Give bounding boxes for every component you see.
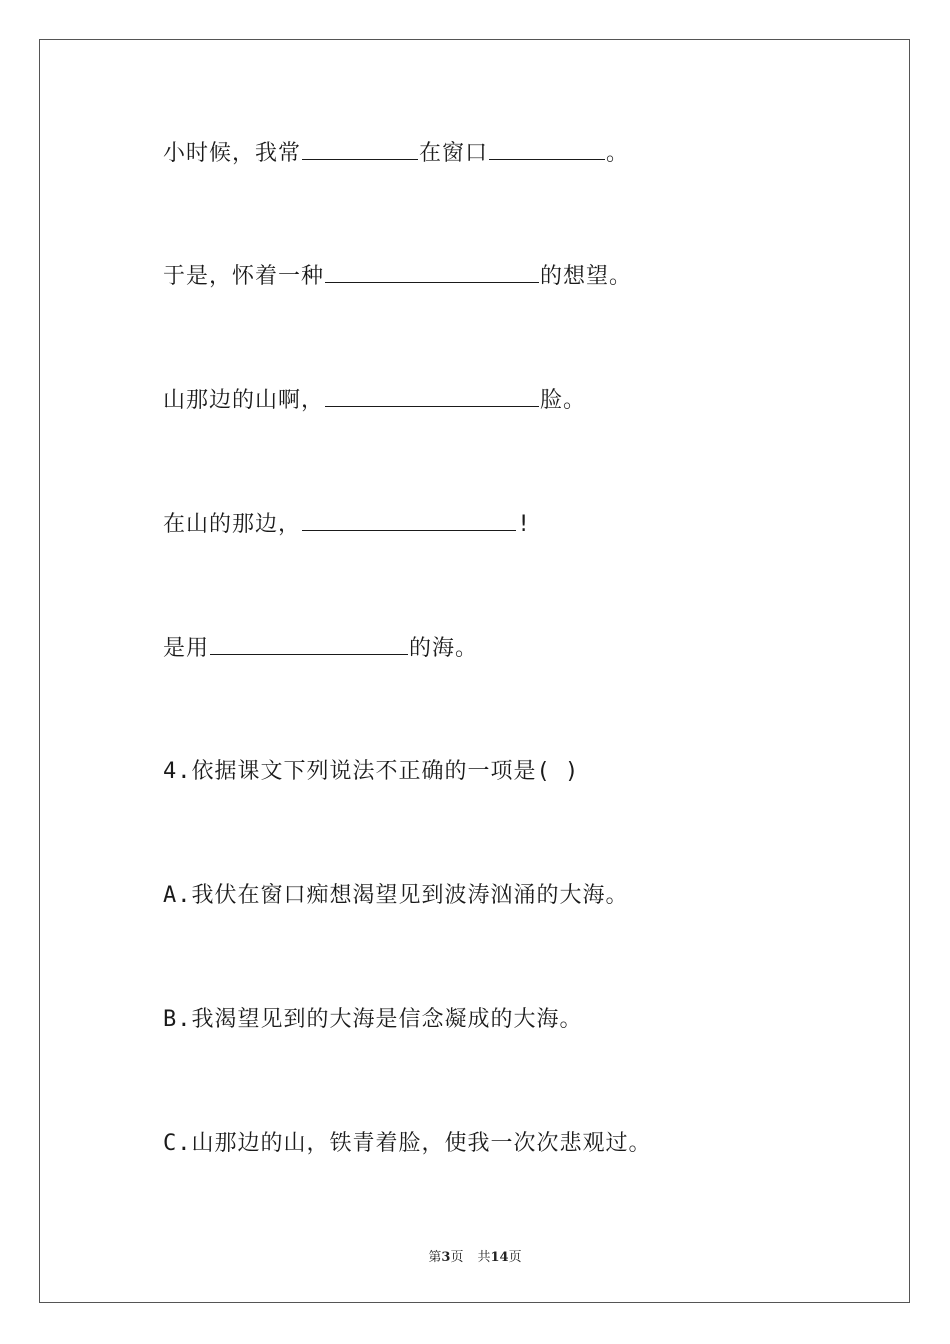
option-text: A.我伏在窗口痴想渴望见到波涛汹涌的大海。	[163, 883, 629, 908]
fill-in-line-5	[163, 634, 478, 663]
total-prefix: 共	[477, 1250, 491, 1265]
line-text: 于是，怀着一种	[163, 264, 325, 289]
answer-blank	[489, 139, 605, 160]
line-text: 在窗口	[419, 141, 489, 166]
option-b	[163, 1006, 583, 1034]
question-text: 4.依据课文下列说法不正确的一项是( )	[163, 759, 580, 784]
line-text: 脸。	[540, 388, 587, 413]
total-suffix: 页	[508, 1250, 522, 1265]
page-suffix: 页	[450, 1250, 464, 1265]
page-prefix: 第	[428, 1250, 442, 1265]
line-text: 在山的那边，	[163, 512, 302, 537]
line-text: 。	[606, 141, 630, 166]
answer-blank	[325, 386, 539, 407]
fill-in-line-4	[163, 510, 531, 539]
line-text: 的海。	[409, 636, 479, 661]
fill-in-line-2	[163, 262, 632, 291]
answer-blank	[302, 139, 418, 160]
total-pages: 14	[490, 1250, 509, 1265]
page-number: 3	[441, 1250, 451, 1265]
option-a	[163, 882, 629, 910]
line-text: 是用	[163, 636, 210, 661]
page-footer	[0, 1246, 950, 1265]
fill-in-line-1	[163, 139, 629, 168]
option-c	[163, 1130, 652, 1158]
page-border	[39, 39, 910, 1303]
answer-blank	[325, 262, 539, 283]
question-4	[163, 758, 579, 786]
line-text: 的想望。	[540, 264, 633, 289]
fill-in-line-3	[163, 386, 586, 415]
line-text: 山那边的山啊，	[163, 388, 325, 413]
line-text: 小时候，我常	[163, 141, 302, 166]
answer-blank	[210, 634, 408, 655]
option-text: B.我渴望见到的大海是信念凝成的大海。	[163, 1007, 583, 1032]
option-text: C.山那边的山，铁青着脸，使我一次次悲观过。	[163, 1131, 652, 1156]
line-text: !	[517, 512, 532, 537]
answer-blank	[302, 510, 516, 531]
